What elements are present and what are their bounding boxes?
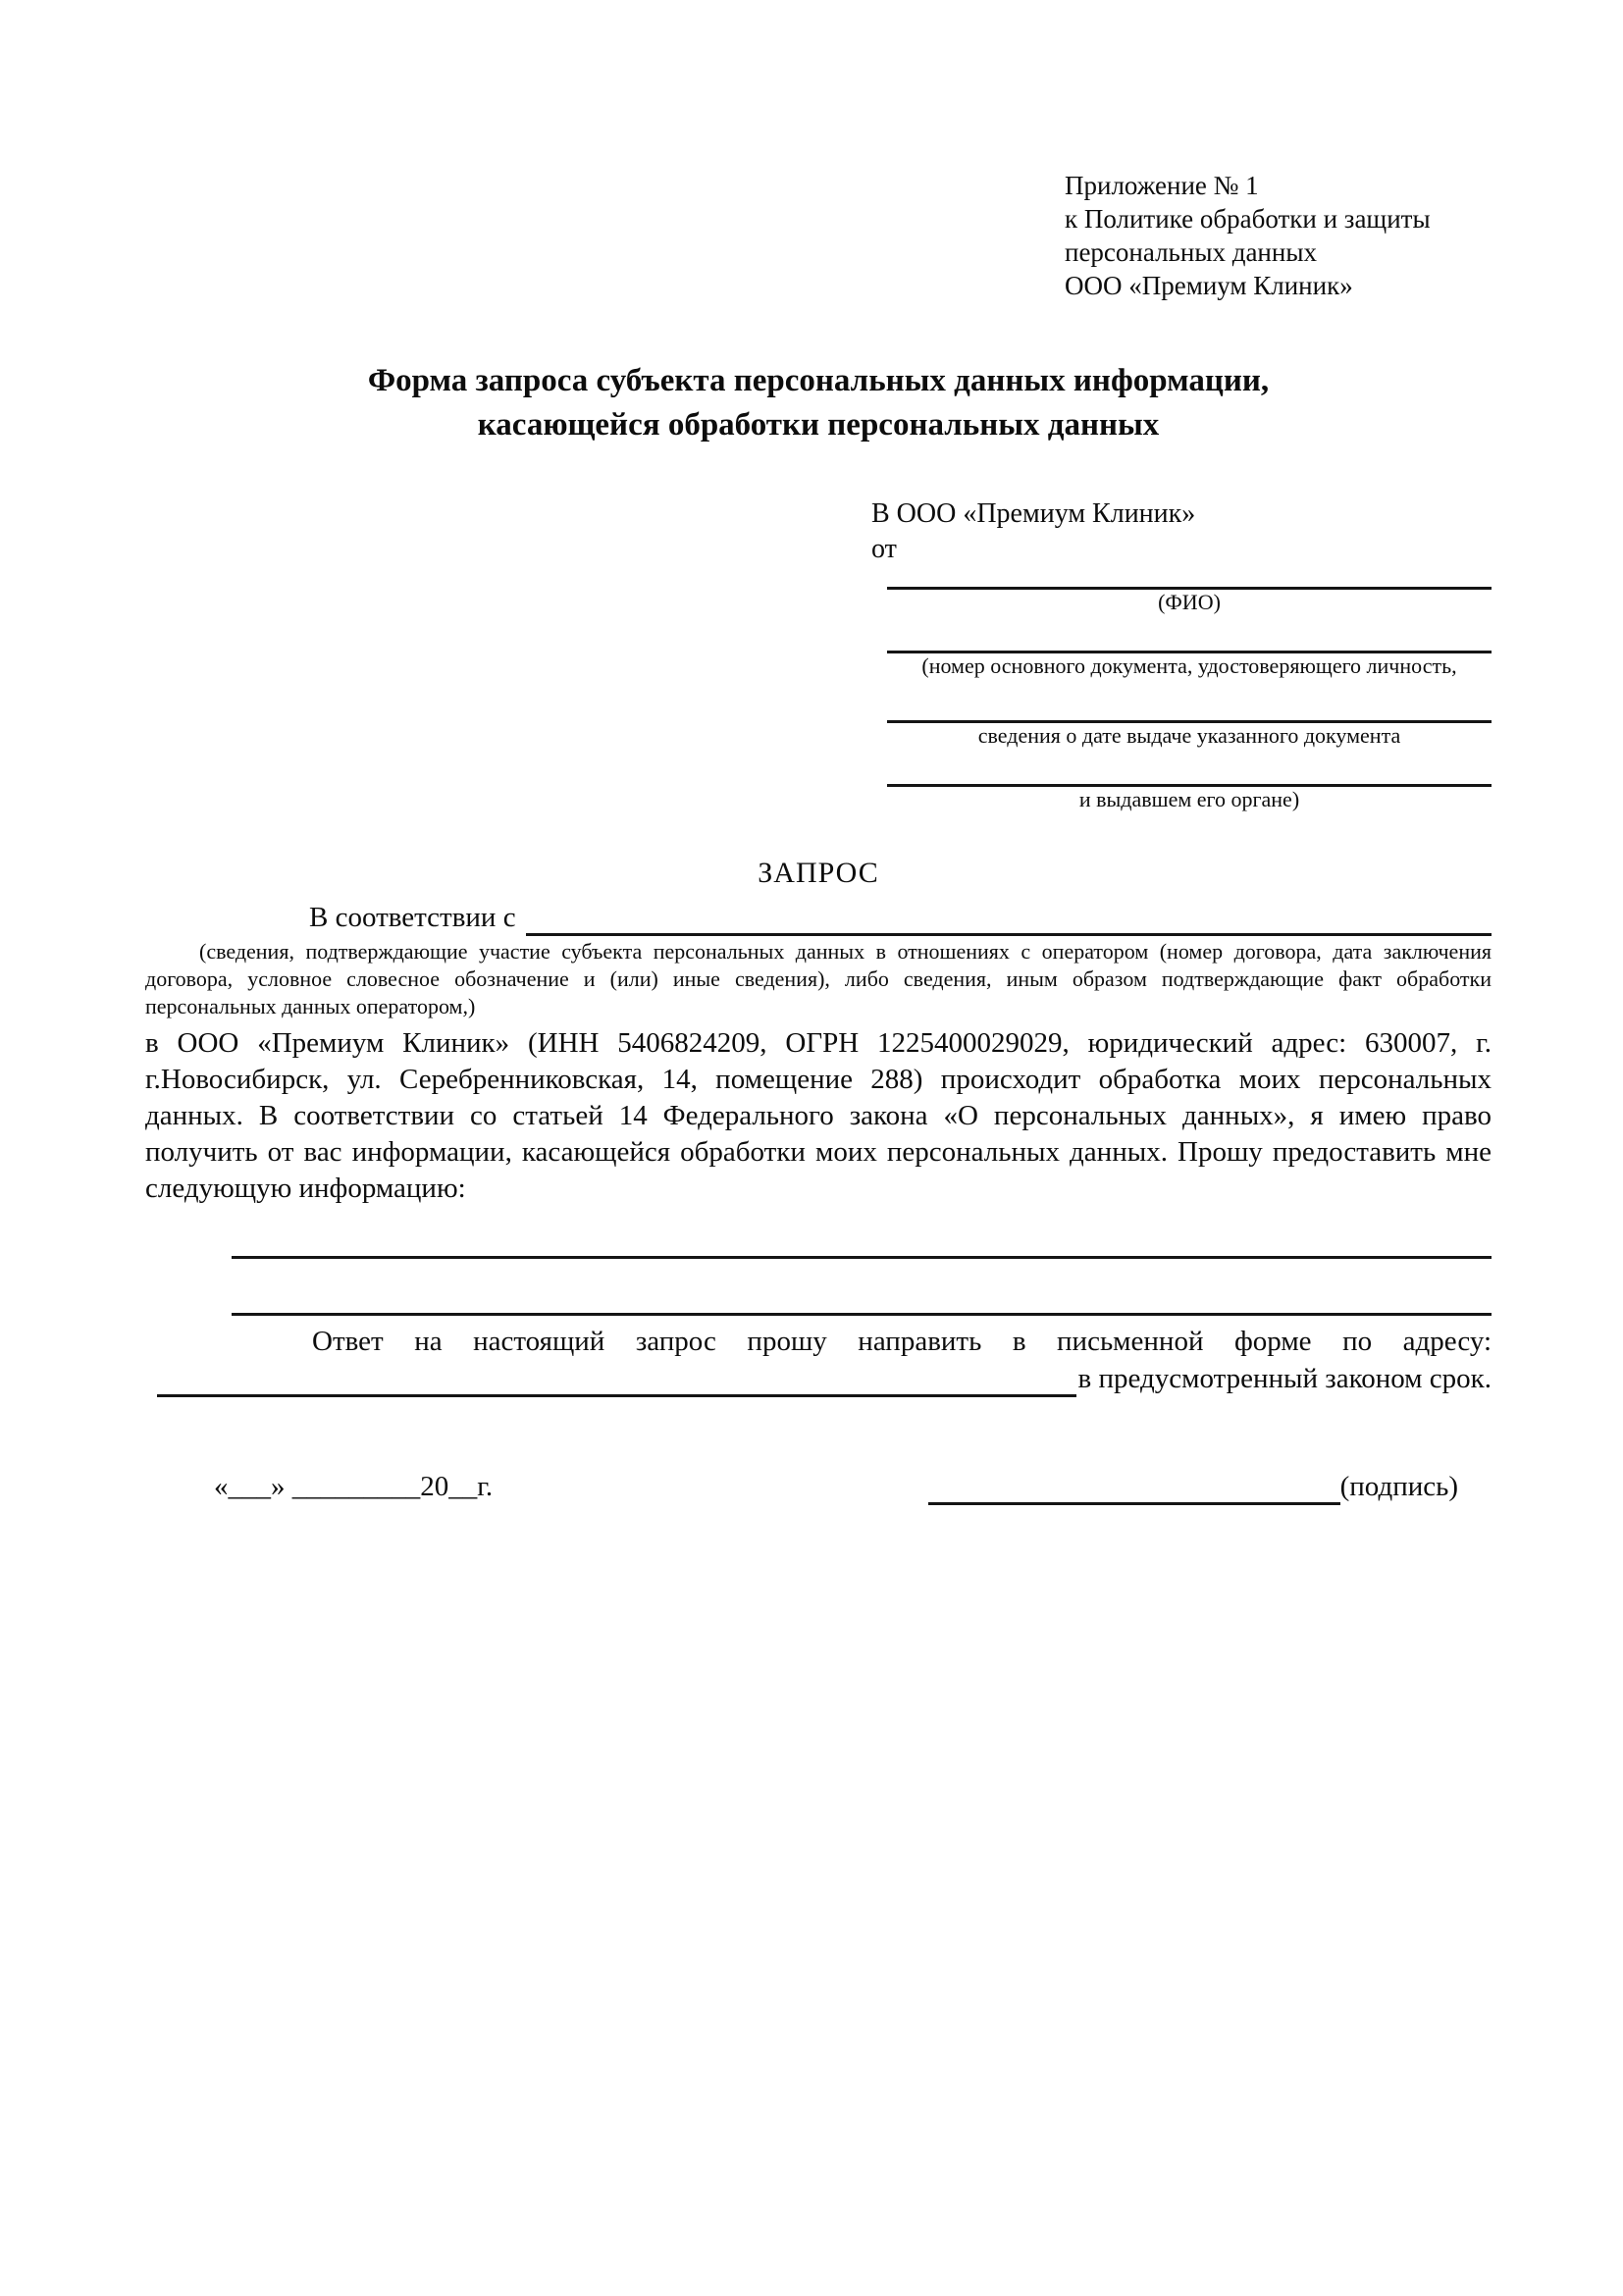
appendix-line-1: Приложение № 1 (1065, 171, 1259, 200)
signature-area (928, 1468, 1458, 1505)
document-number-caption: (номер основного документа, удостоверяющего личность, (921, 653, 1457, 678)
request-heading: ЗАПРОС (758, 857, 879, 889)
reply-instruction: Ответ на настоящий запрос прошу направить в письменной форме по адресу: (312, 1326, 1492, 1357)
signature-caption: (подпись) (1339, 1471, 1458, 1502)
accordance-input-line (526, 899, 1492, 936)
field-document-number (871, 651, 1492, 679)
accordance-row (145, 899, 1492, 936)
date-placeholder: «___» _________20__г. (214, 1471, 494, 1502)
appendix-line-4: ООО «Премиум Клиник» (1065, 271, 1353, 300)
information-blank-line-2 (232, 1313, 1492, 1316)
fine-print-note: (сведения, подтверждающие участие субъекта персональных данных в отношениях с оператором (номер договора, дата заключения договора, условное словесное обозначение и (или) иные сведения), либо сведения, иным образом подтверждающие факт обработки персональных данных оператором,) (145, 939, 1492, 1018)
issuing-authority-caption: и выдавшем его органе) (1078, 787, 1300, 811)
information-blank-line-1 (232, 1256, 1492, 1259)
addressee-block (871, 496, 1492, 812)
reply-suffix: в предусмотренный законом срок. (1077, 1363, 1492, 1394)
signature-row (145, 1468, 1492, 1505)
field-issue-date (871, 720, 1492, 749)
document-title-line-2: касающейся обработки персональных данных (477, 407, 1160, 443)
issue-date-caption: сведения о дате выдаче указанного документа (977, 723, 1401, 748)
field-fio (871, 587, 1492, 615)
reply-address-row (145, 1360, 1492, 1397)
reply-address-input-line (157, 1360, 1076, 1397)
signature-input-line (928, 1468, 1340, 1505)
fio-caption: (ФИО) (1158, 590, 1221, 614)
appendix-line-2: к Политике обработки и защиты (1065, 204, 1431, 234)
addressee-to: В ООО «Премиум Клиник» (871, 498, 1196, 529)
document-title-line-1: Форма запроса субъекта персональных данных информации, (367, 363, 1270, 398)
appendix-block (1065, 169, 1492, 302)
document-content (145, 0, 1492, 1505)
document-title (145, 359, 1492, 447)
addressee-from-label: от (871, 534, 897, 564)
request-body-paragraph: в ООО «Премиум Клиник» (ИНН 5406824209, ОГРН 1225400029029, юридический адрес: 630007, г. г.Новосибирск, ул. Серебренниковская, 14, помещение 288) происходит обработка моих персональных данных. В соответствии со статьей 14 Федерального закона «О персональных данных», я имею право получить от вас информации, касающейся обработки моих персональных данных. Прошу предоставить мне следующую информацию: (145, 1027, 1492, 1204)
accordance-label: В соответствии с (309, 902, 516, 933)
field-issuing-authority (871, 784, 1492, 812)
appendix-line-3: персональных данных (1065, 237, 1317, 267)
